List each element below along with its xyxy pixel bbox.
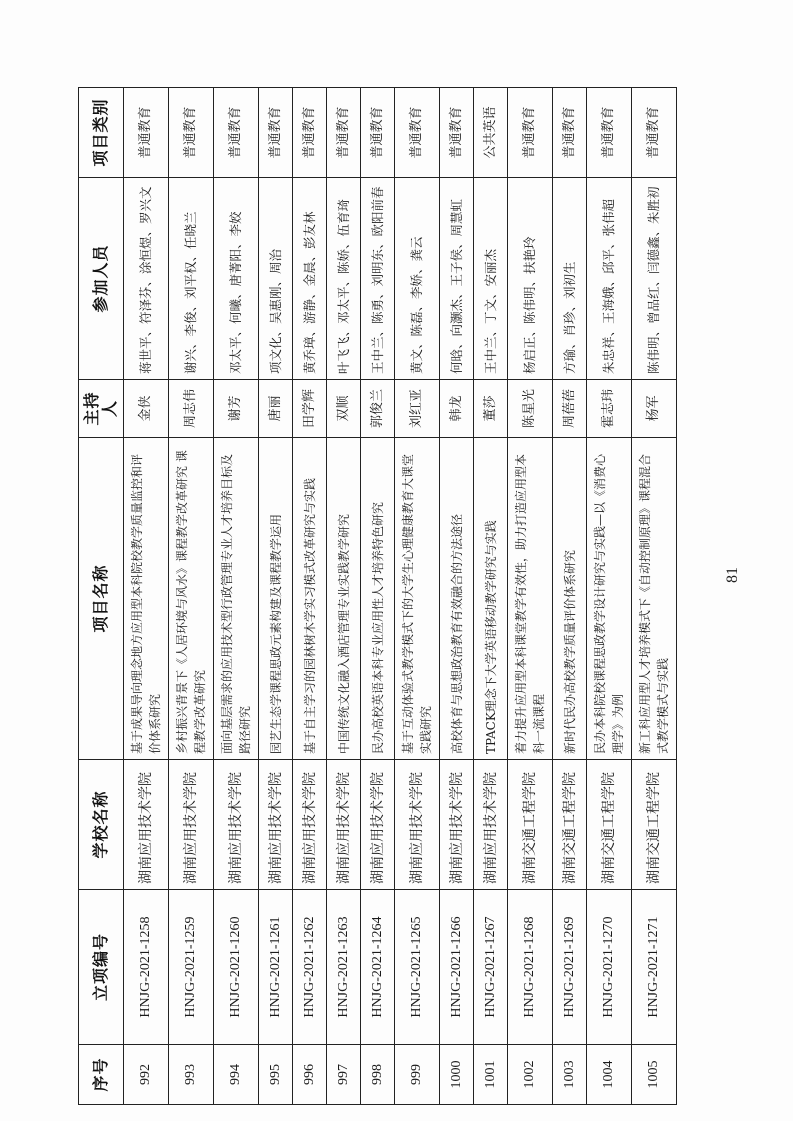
header-project-title: 项目名称 bbox=[79, 438, 124, 760]
project-members: 方瑜、肖珍、刘初生 bbox=[553, 178, 587, 380]
table-row bbox=[214, 88, 259, 1105]
project-leader: 双顺 bbox=[327, 380, 361, 438]
project-members: 何晗、向灏杰、王子侯、周慧虹 bbox=[440, 178, 474, 380]
row-number: 1000 bbox=[440, 1045, 474, 1105]
project-title: 新工科应用型人才培养模式下《自动控制原理》课程混合式教学模式与实践 bbox=[632, 438, 677, 760]
school-name: 湖南应用技术学院 bbox=[214, 760, 259, 890]
project-category: 普通教育 bbox=[124, 88, 169, 178]
project-code: HNJG-2021-1260 bbox=[214, 890, 259, 1045]
header-project-members: 参加人员 bbox=[79, 178, 124, 380]
project-category: 普通教育 bbox=[259, 88, 293, 178]
table-row bbox=[124, 88, 169, 1105]
school-name: 湖南应用技术学院 bbox=[124, 760, 169, 890]
project-members: 叶飞飞、邓太平、陈娇、伍育琦 bbox=[327, 178, 361, 380]
project-members: 王中兰、丁文、安丽杰 bbox=[474, 178, 508, 380]
project-title: TPACK理念下大学英语移动教学研究与实践 bbox=[474, 438, 508, 760]
project-code: HNJG-2021-1264 bbox=[361, 890, 395, 1045]
school-name: 湖南应用技术学院 bbox=[259, 760, 293, 890]
project-leader: 董莎 bbox=[474, 380, 508, 438]
project-leader: 刘红亚 bbox=[395, 380, 440, 438]
school-name: 湖南应用技术学院 bbox=[169, 760, 214, 890]
project-members: 黄乔璋、游静、金晨、彭友林 bbox=[293, 178, 327, 380]
table-row bbox=[327, 88, 361, 1105]
project-category: 普通教育 bbox=[293, 88, 327, 178]
project-category: 公共英语 bbox=[474, 88, 508, 178]
school-name: 湖南交通工程学院 bbox=[508, 760, 553, 890]
project-members: 王中兰、陈勇、刘明东、欧阳前春 bbox=[361, 178, 395, 380]
row-number: 1004 bbox=[587, 1045, 632, 1105]
school-name: 湖南应用技术学院 bbox=[293, 760, 327, 890]
project-code: HNJG-2021-1263 bbox=[327, 890, 361, 1045]
project-code: HNJG-2021-1270 bbox=[587, 890, 632, 1045]
project-title: 中国传统文化融入酒店管理专业实践教学研究 bbox=[327, 438, 361, 760]
project-leader: 周志伟 bbox=[169, 380, 214, 438]
project-category: 普通教育 bbox=[214, 88, 259, 178]
row-number: 1001 bbox=[474, 1045, 508, 1105]
project-code: HNJG-2021-1269 bbox=[553, 890, 587, 1045]
project-code: HNJG-2021-1267 bbox=[474, 890, 508, 1045]
project-leader: 陈星光 bbox=[508, 380, 553, 438]
project-leader: 郭俊兰 bbox=[361, 380, 395, 438]
header-project-category: 项目类别 bbox=[79, 88, 124, 178]
row-number: 992 bbox=[124, 1045, 169, 1105]
school-name: 湖南交通工程学院 bbox=[553, 760, 587, 890]
project-category: 普通教育 bbox=[587, 88, 632, 178]
project-title: 基于互动体验式教学模式下的大学生心理健康教育大课堂实践研究 bbox=[395, 438, 440, 760]
project-leader: 谢芳 bbox=[214, 380, 259, 438]
project-leader: 周蓓蓓 bbox=[553, 380, 587, 438]
project-title: 高校体育与思想政治教育有效融合的方法途径 bbox=[440, 438, 474, 760]
row-number: 1005 bbox=[632, 1045, 677, 1105]
table-row bbox=[553, 88, 587, 1105]
project-title: 民办高校英语本科专业应用性人才培养特色研究 bbox=[361, 438, 395, 760]
project-category: 普通教育 bbox=[395, 88, 440, 178]
project-title: 着力提升应用型本科课堂教学有效性，助力打造应用型本科一流课程 bbox=[508, 438, 553, 760]
project-leader: 金侠 bbox=[124, 380, 169, 438]
project-code: HNJG-2021-1268 bbox=[508, 890, 553, 1045]
school-name: 湖南应用技术学院 bbox=[395, 760, 440, 890]
row-number: 996 bbox=[293, 1045, 327, 1105]
table-row bbox=[259, 88, 293, 1105]
table-row bbox=[169, 88, 214, 1105]
project-leader: 田学辉 bbox=[293, 380, 327, 438]
row-number: 997 bbox=[327, 1045, 361, 1105]
project-title: 民办本科院校课程思政教学设计研究与实践—以《消费心理学》为例 bbox=[587, 438, 632, 760]
project-title: 新时代民办高校教学质量评价体系研究 bbox=[553, 438, 587, 760]
school-name: 湖南应用技术学院 bbox=[440, 760, 474, 890]
row-number: 994 bbox=[214, 1045, 259, 1105]
project-category: 普通教育 bbox=[169, 88, 214, 178]
project-category: 普通教育 bbox=[508, 88, 553, 178]
row-number: 1003 bbox=[553, 1045, 587, 1105]
page-number: 81 bbox=[724, 567, 741, 583]
school-name: 湖南应用技术学院 bbox=[474, 760, 508, 890]
project-leader: 杨军 bbox=[632, 380, 677, 438]
project-code: HNJG-2021-1266 bbox=[440, 890, 474, 1045]
project-leader: 韩龙 bbox=[440, 380, 474, 438]
project-title: 面向基层需求的应用技术型行政管理专业人才培养目标及路径研究 bbox=[214, 438, 259, 760]
project-category: 普通教育 bbox=[440, 88, 474, 178]
table-body bbox=[124, 88, 677, 1105]
header-project-leader: 主持人 bbox=[79, 380, 124, 438]
table-row bbox=[587, 88, 632, 1105]
project-title: 园艺生态学课程思政元素构建及课程教学运用 bbox=[259, 438, 293, 760]
header-project-code: 立项编号 bbox=[79, 890, 124, 1045]
project-members: 蒋世平、符泽芬、涂恒煜、罗兴文 bbox=[124, 178, 169, 380]
project-members: 朱忠祥、王海娥、邱平、张伟超 bbox=[587, 178, 632, 380]
project-members: 陈伟明、曾品红、闫德鑫、朱胜初 bbox=[632, 178, 677, 380]
project-leader: 霍志玮 bbox=[587, 380, 632, 438]
project-title: 乡村振兴背景下《人居环境与风水》课程教学改革研究 课程教学改革研究 bbox=[169, 438, 214, 760]
table-row bbox=[293, 88, 327, 1105]
project-code: HNJG-2021-1265 bbox=[395, 890, 440, 1045]
row-number: 998 bbox=[361, 1045, 395, 1105]
table-row bbox=[440, 88, 474, 1105]
table-row bbox=[632, 88, 677, 1105]
header-number: 序号 bbox=[79, 1045, 124, 1105]
school-name: 湖南应用技术学院 bbox=[361, 760, 395, 890]
project-code: HNJG-2021-1258 bbox=[124, 890, 169, 1045]
project-members: 邓太平、何曦、唐菁阳、李姣 bbox=[214, 178, 259, 380]
row-number: 995 bbox=[259, 1045, 293, 1105]
project-code: HNJG-2021-1259 bbox=[169, 890, 214, 1045]
header-school-name: 学校名称 bbox=[79, 760, 124, 890]
school-name: 湖南交通工程学院 bbox=[587, 760, 632, 890]
project-title: 基于成果导向理念地方应用型本科院校教学质量监控和评价体系研究 bbox=[124, 438, 169, 760]
table-row bbox=[508, 88, 553, 1105]
project-category: 普通教育 bbox=[632, 88, 677, 178]
table-row bbox=[395, 88, 440, 1105]
row-number: 999 bbox=[395, 1045, 440, 1105]
school-name: 湖南应用技术学院 bbox=[327, 760, 361, 890]
table-header-row bbox=[79, 88, 124, 1105]
project-code: HNJG-2021-1271 bbox=[632, 890, 677, 1045]
row-number: 1002 bbox=[508, 1045, 553, 1105]
project-code: HNJG-2021-1262 bbox=[293, 890, 327, 1045]
table-row bbox=[474, 88, 508, 1105]
project-members: 黄文、陈磊、李娇、龚云 bbox=[395, 178, 440, 380]
project-category: 普通教育 bbox=[327, 88, 361, 178]
project-table bbox=[78, 87, 677, 1105]
project-members: 谢兴、李俊、刘平权、任晓兰 bbox=[169, 178, 214, 380]
project-members: 杨启正、陈伟明、扶艳玲 bbox=[508, 178, 553, 380]
project-category: 普通教育 bbox=[361, 88, 395, 178]
row-number: 993 bbox=[169, 1045, 214, 1105]
project-leader: 唐丽 bbox=[259, 380, 293, 438]
table-row bbox=[361, 88, 395, 1105]
project-category: 普通教育 bbox=[553, 88, 587, 178]
project-code: HNJG-2021-1261 bbox=[259, 890, 293, 1045]
school-name: 湖南交通工程学院 bbox=[632, 760, 677, 890]
project-title: 基于自主学习的园林树木学实习模式改革研究与实践 bbox=[293, 438, 327, 760]
project-members: 项文化、吴惠刚、周治 bbox=[259, 178, 293, 380]
